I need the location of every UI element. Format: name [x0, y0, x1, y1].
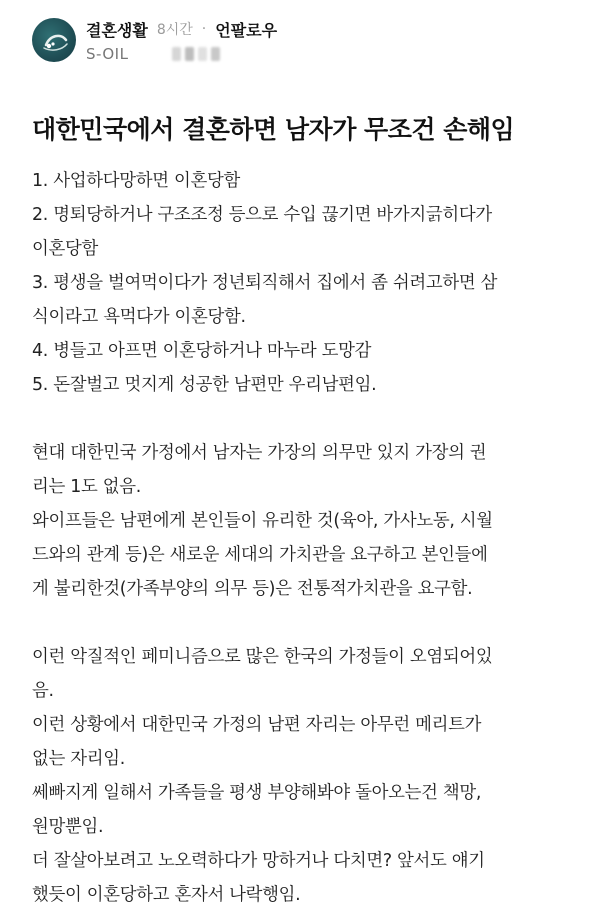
body-line: 없는 자리임.: [32, 749, 125, 769]
body-line: 더 잘살아보려고 노오력하다가 망하거나 다치면? 앞서도 얘기: [32, 851, 485, 871]
body-line: 와이프들은 남편에게 본인들이 유리한 것(육아, 가사노동, 시월: [32, 511, 493, 531]
body-line: 2. 명퇴당하거나 구조조정 등으로 수입 끊기면 바가지긁히다가: [32, 205, 492, 225]
body-line: 3. 평생을 벌여먹이다가 정년퇴직해서 집에서 좀 쉬려고하면 삼: [32, 273, 498, 293]
body-line: 4. 병들고 아프면 이혼당하거나 마누라 도망감: [32, 341, 372, 361]
author-info: [86, 44, 224, 64]
body-line: 이런 상황에서 대한민국 가정의 남편 자리는 아무런 메리트가: [32, 715, 482, 735]
post-meta: [86, 18, 277, 40]
post-time: 8시간: [156, 22, 193, 38]
body-line: 이혼당함: [32, 239, 98, 259]
body-line: 드와의 관계 등)은 새로운 세대의 가치관을 요구하고 본인들에: [32, 545, 488, 565]
body-line: 리는 1도 없음.: [32, 477, 141, 497]
body-line: 식이라고 욕먹다가 이혼당함.: [32, 307, 246, 327]
redacted-nickname-icon: [172, 47, 224, 61]
paragraph-gap: [32, 606, 580, 640]
follow-button[interactable]: 언팔로우: [215, 20, 278, 40]
paragraph-gap: [32, 402, 580, 436]
body-line: 쎄빠지게 일해서 가족들을 평생 부양해봐야 돌아오는건 책망,: [32, 783, 482, 803]
author-company[interactable]: S-OIL: [86, 45, 129, 63]
body-line: 5. 돈잘벌고 멋지게 성공한 남편만 우리남편임.: [32, 375, 377, 395]
body-line: 했듯이 이혼당하고 혼자서 나락행임.: [32, 885, 301, 905]
post-body: [32, 164, 580, 912]
body-line: 원망뿐임.: [32, 817, 104, 837]
body-line: 이런 악질적인 페미니즘으로 많은 한국의 가정들이 오염되어있: [32, 647, 493, 667]
community-avatar-icon[interactable]: [32, 18, 76, 62]
body-line: 현대 대한민국 가정에서 남자는 가장의 의무만 있지 가장의 권: [32, 443, 487, 463]
body-line: 1. 사업하다망하면 이혼당함: [32, 171, 240, 191]
meta-separator: ·: [201, 21, 207, 37]
post-title: 대한민국에서 결혼하면 남자가 무조건 손해임: [32, 115, 515, 144]
body-line: 음.: [32, 681, 54, 701]
post-header: [32, 12, 572, 68]
community-name[interactable]: 결혼생활: [86, 20, 148, 40]
body-line: 게 불리한것(가족부양의 의무 등)은 전통적가치관을 요구함.: [32, 579, 473, 599]
